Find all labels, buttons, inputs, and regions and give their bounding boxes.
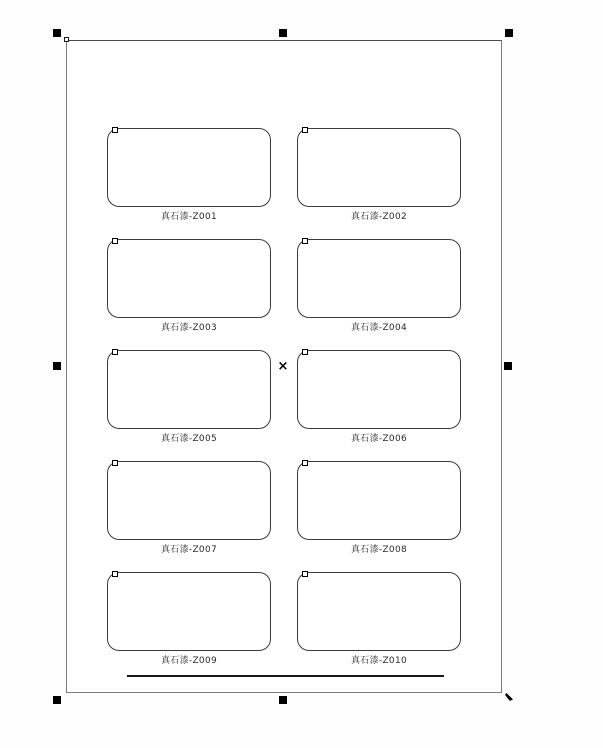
curve-node-marker[interactable] (112, 127, 118, 133)
swatch-cell (107, 239, 271, 334)
swatch-label[interactable]: 真石漆-Z004 (351, 323, 407, 333)
curve-node-marker[interactable] (112, 349, 118, 355)
swatch-label[interactable]: 真石漆-Z002 (351, 212, 407, 222)
swatch-cell (107, 461, 271, 556)
curve-node-marker[interactable] (112, 238, 118, 244)
swatch-cell (107, 350, 271, 445)
curve-node-marker[interactable] (302, 349, 308, 355)
selection-handle-top-left[interactable] (53, 29, 61, 37)
swatch-cell (297, 239, 461, 334)
footer-rule-shape[interactable] (127, 675, 444, 677)
selection-handle-bottom-middle[interactable] (279, 696, 287, 704)
curve-node-marker[interactable] (302, 571, 308, 577)
swatch-cell (297, 572, 461, 667)
cursor-mark-icon (505, 693, 513, 701)
selection-center-x-marker[interactable]: × (277, 359, 289, 374)
swatch-rect[interactable] (107, 128, 271, 207)
swatch-cell (107, 572, 271, 667)
page-corner-node-marker[interactable] (64, 37, 69, 42)
swatch-label[interactable]: 真石漆-Z006 (351, 434, 407, 444)
swatch-cell (297, 350, 461, 445)
swatch-rect[interactable] (107, 350, 271, 429)
curve-node-marker[interactable] (112, 460, 118, 466)
swatch-cell (297, 461, 461, 556)
selection-handle-middle-left[interactable] (53, 362, 61, 370)
curve-node-marker[interactable] (302, 238, 308, 244)
swatch-label[interactable]: 真石漆-Z009 (161, 656, 217, 666)
swatch-rect[interactable] (297, 350, 461, 429)
swatch-rect[interactable] (297, 461, 461, 540)
swatch-rect[interactable] (107, 239, 271, 318)
swatch-label[interactable]: 真石漆-Z010 (351, 656, 407, 666)
curve-node-marker[interactable] (112, 571, 118, 577)
swatch-rect[interactable] (297, 572, 461, 651)
selection-handle-middle-right[interactable] (504, 362, 512, 370)
swatch-label[interactable]: 真石漆-Z001 (161, 212, 217, 222)
swatch-rect[interactable] (297, 239, 461, 318)
curve-node-marker[interactable] (302, 460, 308, 466)
swatch-rect[interactable] (297, 128, 461, 207)
swatch-label[interactable]: 真石漆-Z005 (161, 434, 217, 444)
selection-handle-top-middle[interactable] (279, 29, 287, 37)
swatch-rect[interactable] (107, 461, 271, 540)
swatch-rect[interactable] (107, 572, 271, 651)
curve-node-marker[interactable] (302, 127, 308, 133)
selection-handle-top-right[interactable] (505, 29, 513, 37)
selection-handle-bottom-left[interactable] (53, 696, 61, 704)
swatch-cell (297, 128, 461, 223)
swatch-cell (107, 128, 271, 223)
swatch-label[interactable]: 真石漆-Z008 (351, 545, 407, 555)
swatch-label[interactable]: 真石漆-Z007 (161, 545, 217, 555)
swatch-label[interactable]: 真石漆-Z003 (161, 323, 217, 333)
